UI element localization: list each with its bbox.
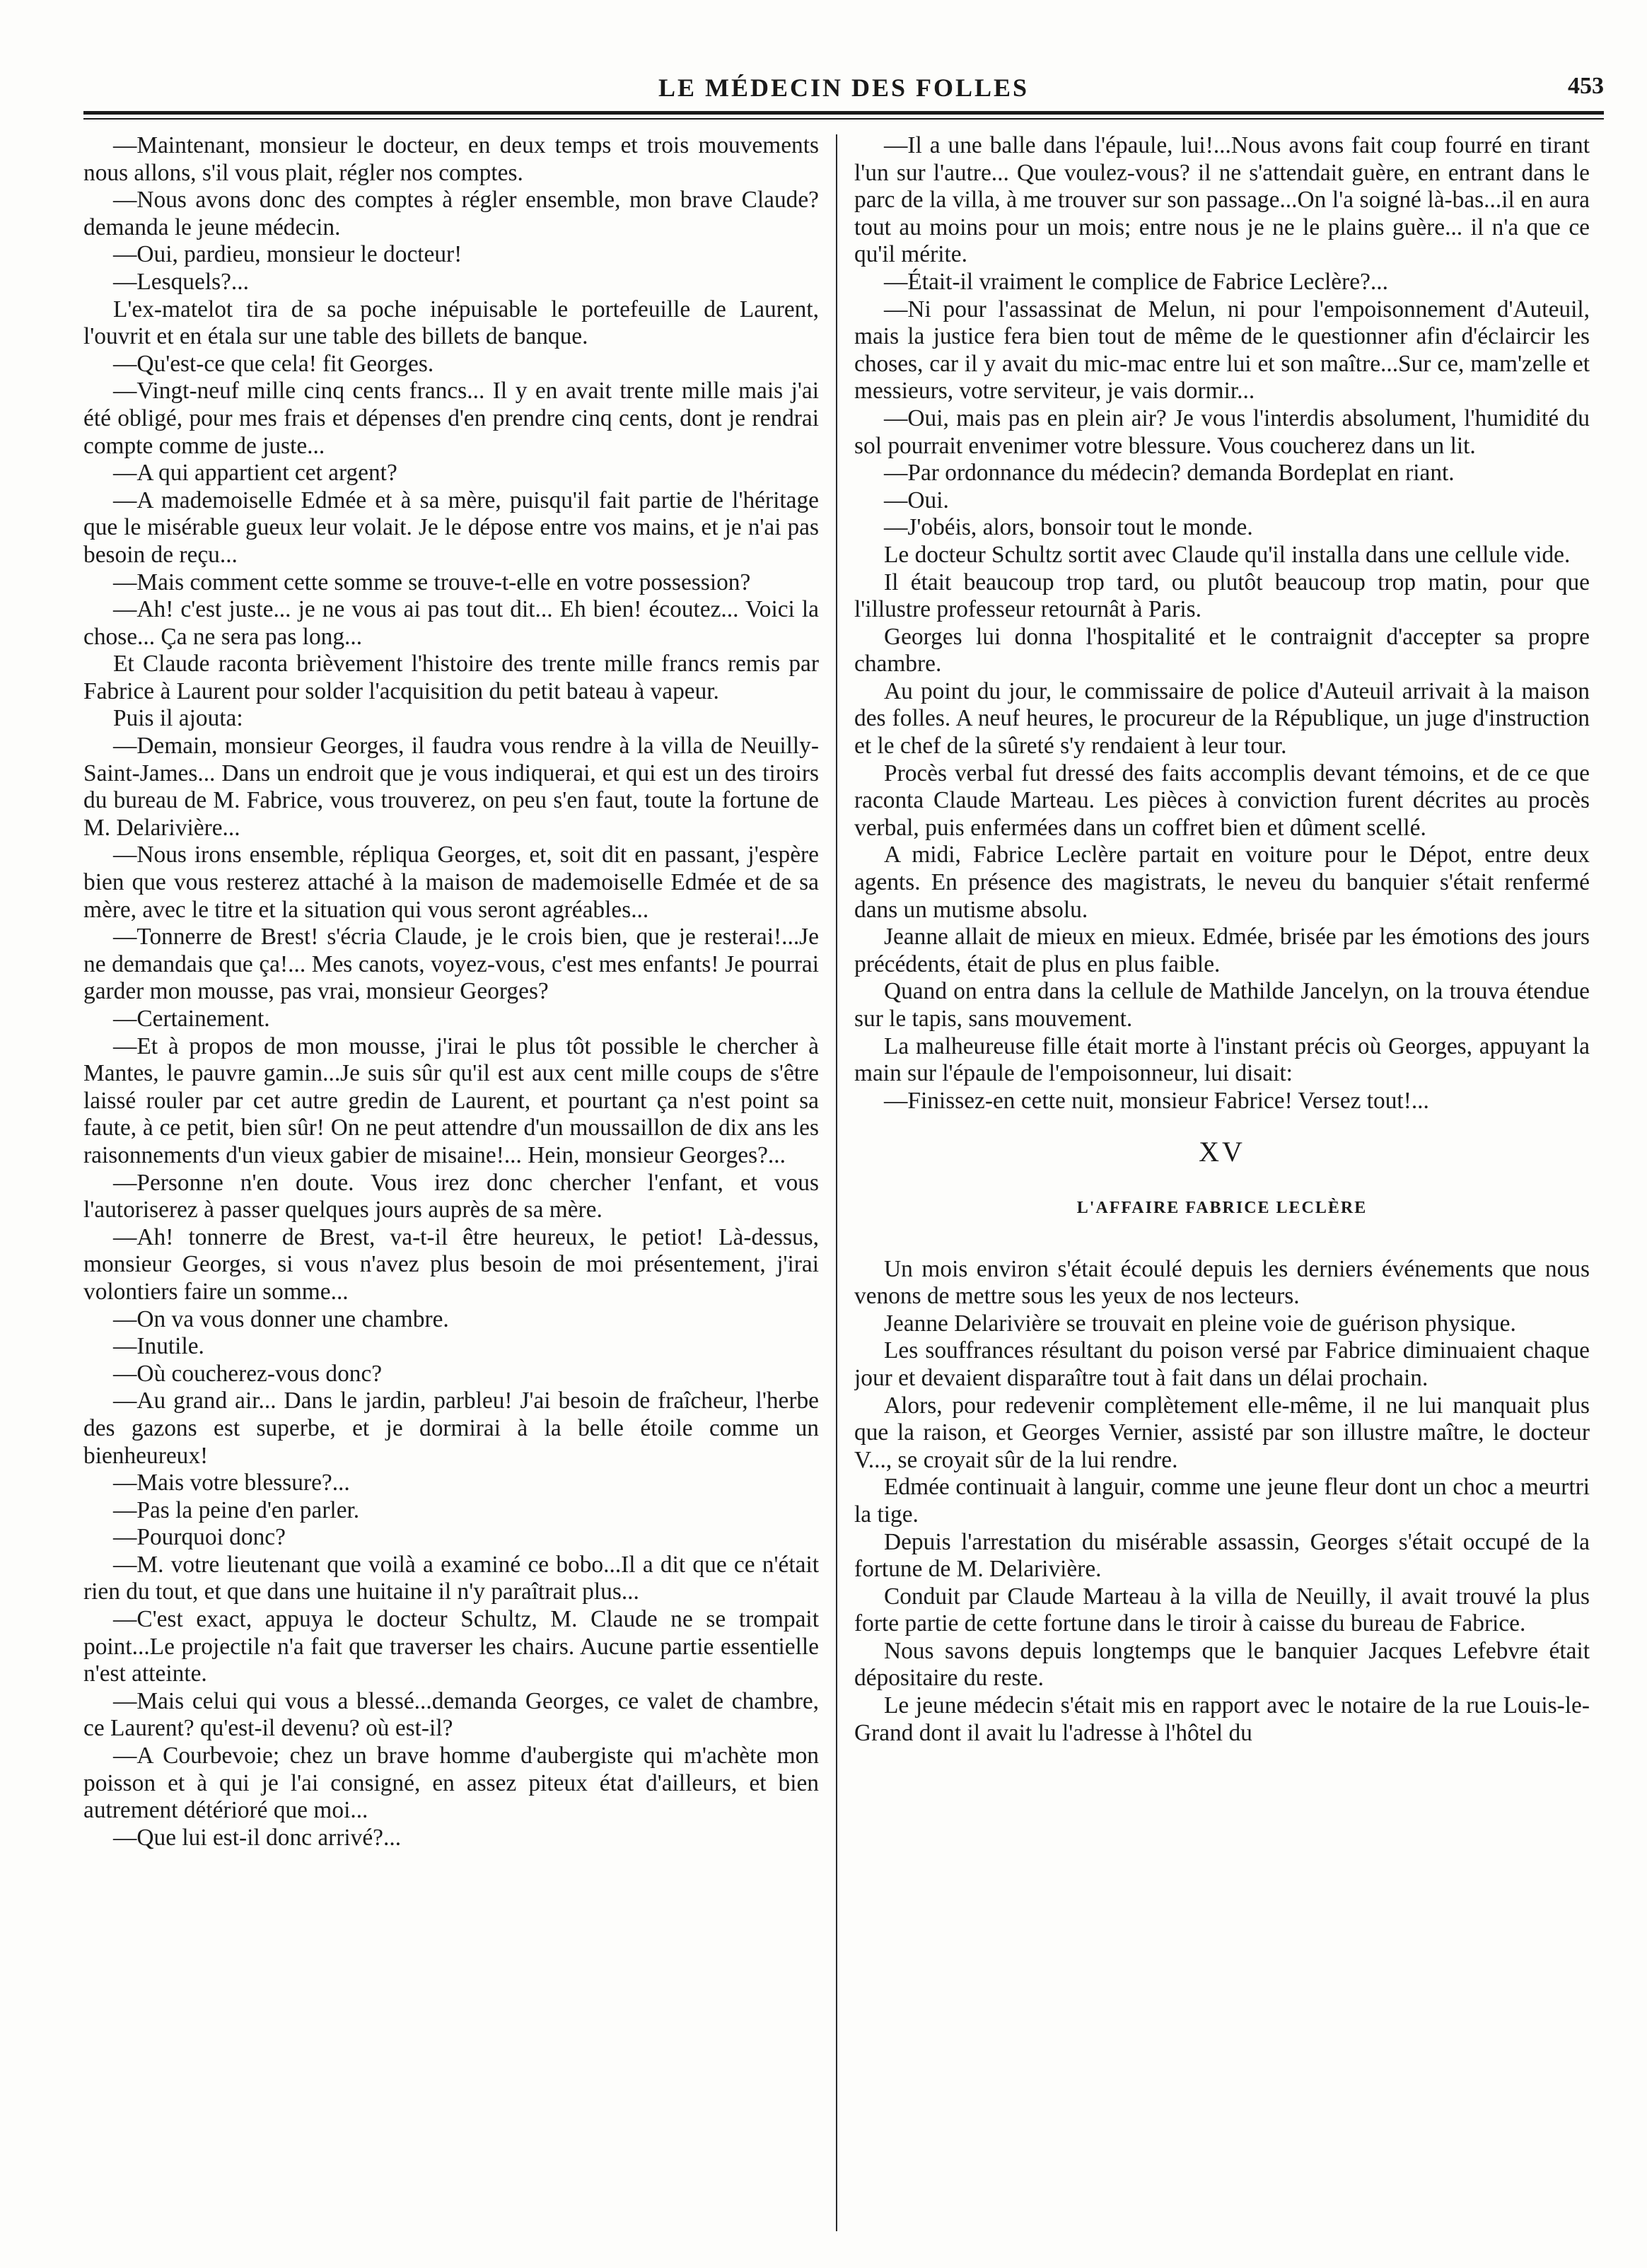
paragraph: —Personne n'en doute. Vous irez donc chercher l'enfant, et vous l'autoriserez à passer quelques jours auprès de sa mère. [83, 1169, 819, 1223]
paragraph: Au point du jour, le commissaire de police d'Auteuil arrivait à la maison des folles. A neuf heures, le procureur de la République, un juge d'instruction et le chef de la sûreté s'y rendaient à leur tour. [854, 678, 1590, 760]
paragraph: Jeanne Delarivière se trouvait en pleine voie de guérison physique. [884, 1310, 1516, 1337]
paragraph: Nous savons depuis longtemps que le banquier Jacques Lefebvre était dépositaire du reste. [854, 1637, 1590, 1692]
chapter-title: L'AFFAIRE FABRICE LECLÈRE [1076, 1198, 1368, 1217]
paragraph: Alors, pour redevenir complètement elle-même, il ne lui manquait plus que la raison, et Georges Vernier, assisté par son illustre maître, le docteur V..., se croyait sûr de la lui rendre. [854, 1392, 1590, 1473]
paragraph: —Finissez-en cette nuit, monsieur Fabrice! Versez tout!... [884, 1087, 1429, 1114]
paragraph: —Et à propos de mon mousse, j'irai le plus tôt possible le chercher à Mantes, le pauvre gamin...Je suis sûr qu'il est aux cent mille coups de s'être laissé rouler par cet autre gredin de Laurent, et pourtant ça n'est point sa faute, à ce petit, bien sûr! On ne peut attendre d'un moussaillon de dix ans les raisonnements d'un vieux gabier de misaine!... Hein, monsieur Georges?... [83, 1033, 819, 1168]
paragraph: —Par ordonnance du médecin? demanda Bordeplat en riant. [884, 460, 1455, 487]
paragraph: —Nous avons donc des comptes à régler ensemble, mon brave Claude? demanda le jeune médecin. [83, 187, 819, 240]
paragraph: —A Courbevoie; chez un brave homme d'aubergiste qui m'achète mon poisson et à qui je l'ai consigné, en assez piteux état d'ailleurs, et bien autrement détérioré que moi... [83, 1743, 819, 1824]
header-rule-thick [83, 111, 1604, 115]
paragraph: Les souffrances résultant du poison versé par Fabrice diminuaient chaque jour et devaient disparaître tout à fait dans un délai prochain. [854, 1337, 1590, 1391]
paragraph: —M. votre lieutenant que voilà a examiné ce bobo...Il a dit que ce n'était rien du tout, et que dans une huitaine il n'y paraîtrait plus... [83, 1551, 819, 1605]
paragraph: —Mais votre blessure?... [113, 1470, 350, 1496]
running-title: LE MÉDECIN DES FOLLES [658, 74, 1030, 102]
paragraph: Le jeune médecin s'était mis en rapport avec le notaire de la rue Louis-le-Grand dont il avait lu l'adresse à l'hôtel du [854, 1692, 1590, 1746]
paragraph: Jeanne allait de mieux en mieux. Edmée, brisée par les émotions des jours précédents, était de plus en plus faible. [854, 924, 1590, 977]
chapter-number: XV [1199, 1136, 1245, 1168]
paragraph: —Pourquoi donc? [113, 1524, 286, 1551]
paragraph: Un mois environ s'était écoulé depuis les derniers événements que nous venons de mettre sous les yeux de nos lecteurs. [854, 1255, 1590, 1310]
paragraph: Quand on entra dans la cellule de Mathilde Jancelyn, on la trouva étendue sur le tapis, sans mouvement. [854, 978, 1590, 1032]
paragraph: —Inutile. [113, 1333, 204, 1360]
paragraph: —Nous irons ensemble, répliqua Georges, et, soit dit en passant, j'espère bien que vous resterez attaché à la maison de mademoiselle Edmée et de sa mère, avec le titre et la situation qui vous seront agréables... [83, 842, 819, 923]
paragraph: —Tonnerre de Brest! s'écria Claude, je le crois bien, que je resterai!...Je ne demandais que ça!... Mes canots, voyez-vous, c'est mes enfants! Je pourrai garder mon mousse, pas vrai, monsieur Georges? [83, 924, 819, 1005]
paragraph: Conduit par Claude Marteau à la villa de Neuilly, il avait trouvé la plus forte partie de cette fortune dans le tiroir à caisse du bureau de Fabrice. [854, 1583, 1590, 1637]
paragraph: —Maintenant, monsieur le docteur, en deux temps et trois mouvements nous allons, s'il vous plait, régler nos comptes. [83, 132, 819, 186]
paragraph: —Qu'est-ce que cela! fit Georges. [113, 350, 434, 377]
paragraph: —Oui, pardieu, monsieur le docteur! [113, 241, 462, 268]
paragraph: Depuis l'arrestation du misérable assassin, Georges s'était occupé de la fortune de M. Delarivière. [854, 1528, 1590, 1583]
column-divider [836, 134, 837, 2231]
paragraph: —Oui. [884, 487, 949, 513]
paragraph: —A mademoiselle Edmée et à sa mère, puisqu'il fait partie de l'héritage que le misérable gueux leur volait. Je le dépose entre vos mains, et je n'ai pas besoin de reçu... [83, 487, 819, 568]
paragraph: La malheureuse fille était morte à l'instant précis où Georges, appuyant la main sur l'épaule de l'empoisonneur, lui disait: [854, 1033, 1590, 1087]
right-column-text-after [854, 1256, 1590, 1747]
paragraph: Puis il ajouta: [113, 705, 243, 732]
paragraph: Il était beaucoup trop tard, ou plutôt beaucoup trop matin, pour que l'illustre professeur retournât à Paris. [854, 569, 1590, 623]
paragraph: —Mais comment cette somme se trouve-t-elle en votre possession? [113, 569, 751, 595]
paragraph: —Ah! c'est juste... je ne vous ai pas tout dit... Eh bien! écoutez... Voici la chose... Ça ne sera pas long... [83, 596, 819, 650]
paragraph: —Où coucherez-vous donc? [113, 1360, 383, 1387]
header-rule-thin [83, 118, 1604, 120]
paragraph: Procès verbal fut dressé des faits accomplis devant témoins, et de ce que raconta Claude Marteau. Les pièces à conviction furent décrites au procès verbal, puis enfermées dans un coffret bien et dûment scellé. [854, 760, 1590, 841]
paragraph: —Que lui est-il donc arrivé?... [113, 1824, 402, 1851]
paragraph: —Mais celui qui vous a blessé...demanda Georges, ce valet de chambre, ce Laurent? qu'est-il devenu? où est-il? [83, 1687, 819, 1742]
paragraph: —Au grand air... Dans le jardin, parbleu! J'ai besoin de fraîcheur, l'herbe des gazons est superbe, et je dormirai à la belle étoile comme un bienheureux! [83, 1388, 819, 1469]
paragraph: —Demain, monsieur Georges, il faudra vous rendre à la villa de Neuilly-Saint-James... Dans un endroit que je vous indiquerai, et qui est un des tiroirs du bureau de M. Fabrice, vous trouverez, on peu s'en faut, toute la fortune de M. Delarivière... [83, 733, 819, 841]
paragraph: —On va vous donner une chambre. [113, 1305, 449, 1332]
right-column [854, 132, 1590, 2236]
right-column-text-before [854, 132, 1590, 1115]
left-column [83, 132, 819, 2236]
paragraph: L'ex-matelot tira de sa poche inépuisable le portefeuille de Laurent, l'ouvrit et en étala sur une table des billets de banque. [83, 296, 819, 350]
paragraph: Le docteur Schultz sortit avec Claude qu'il installa dans une cellule vide. [884, 541, 1571, 568]
paragraph: Edmée continuait à languir, comme une jeune fleur dont un choc a meurtri la tige. [854, 1474, 1590, 1528]
paragraph: —Oui, mais pas en plein air? Je vous l'interdis absolument, l'humidité du sol pourrait envenimer votre blessure. Vous coucherez dans un lit. [854, 405, 1590, 459]
paragraph: —C'est exact, appuya le docteur Schultz, M. Claude ne se trompait point...Le projectile n'a fait que traverser les chairs. Aucune partie essentielle n'est atteinte. [83, 1606, 819, 1687]
newspaper-page [83, 67, 1604, 2238]
paragraph: —Pas la peine d'en parler. [113, 1496, 360, 1523]
paragraph: —A qui appartient cet argent? [113, 460, 397, 487]
paragraph: —Ah! tonnerre de Brest, va-t-il être heureux, le petiot! Là-dessus, monsieur Georges, si vous n'avez plus besoin de moi présentement, j'irai volontiers faire un somme... [83, 1223, 819, 1305]
paragraph: —Certainement. [113, 1006, 270, 1032]
page-header [83, 67, 1604, 117]
paragraph: —Ni pour l'assassinat de Melun, ni pour l'empoisonnement d'Auteuil, mais la justice fera bien tout de même de le questionner afin d'éclaircir les choses, car il y avait du mic-mac entre lui et son maître...Sur ce, mam'zelle et messieurs, votre serviteur, je vais dormir... [854, 296, 1590, 405]
paragraph: —Vingt-neuf mille cinq cents francs... Il y en avait trente mille mais j'ai été obligé, pour mes frais et dépenses d'en prendre cinq cents, dont je rendrai compte comme de juste... [83, 378, 819, 459]
paragraph: Georges lui donna l'hospitalité et le contraignit d'accepter sa propre chambre. [854, 623, 1590, 678]
paragraph: —Lesquels?... [113, 268, 249, 295]
paragraph: —Était-il vraiment le complice de Fabrice Leclère?... [884, 268, 1388, 295]
page-number: 453 [1568, 73, 1604, 99]
paragraph: A midi, Fabrice Leclère partait en voiture pour le Dépot, entre deux agents. En présence des magistrats, le neveu du banquier s'était renfermé dans un mutisme absolu. [854, 842, 1590, 923]
paragraph: —Il a une balle dans l'épaule, lui!...Nous avons fait coup fourré en tirant l'un sur l'autre... Que voulez-vous? il ne s'attendait guère, en entrant dans le parc de la villa, à me trouver sur son passage...On l'a soigné là-bas...il en aura tout au moins pour un mois; entre nous je ne le plains guère... il n'a que ce qu'il mérite. [854, 132, 1590, 268]
paragraph: Et Claude raconta brièvement l'histoire des trente mille francs remis par Fabrice à Laurent pour solder l'acquisition du petit bateau à vapeur. [83, 651, 819, 704]
paragraph: —J'obéis, alors, bonsoir tout le monde. [884, 514, 1253, 541]
